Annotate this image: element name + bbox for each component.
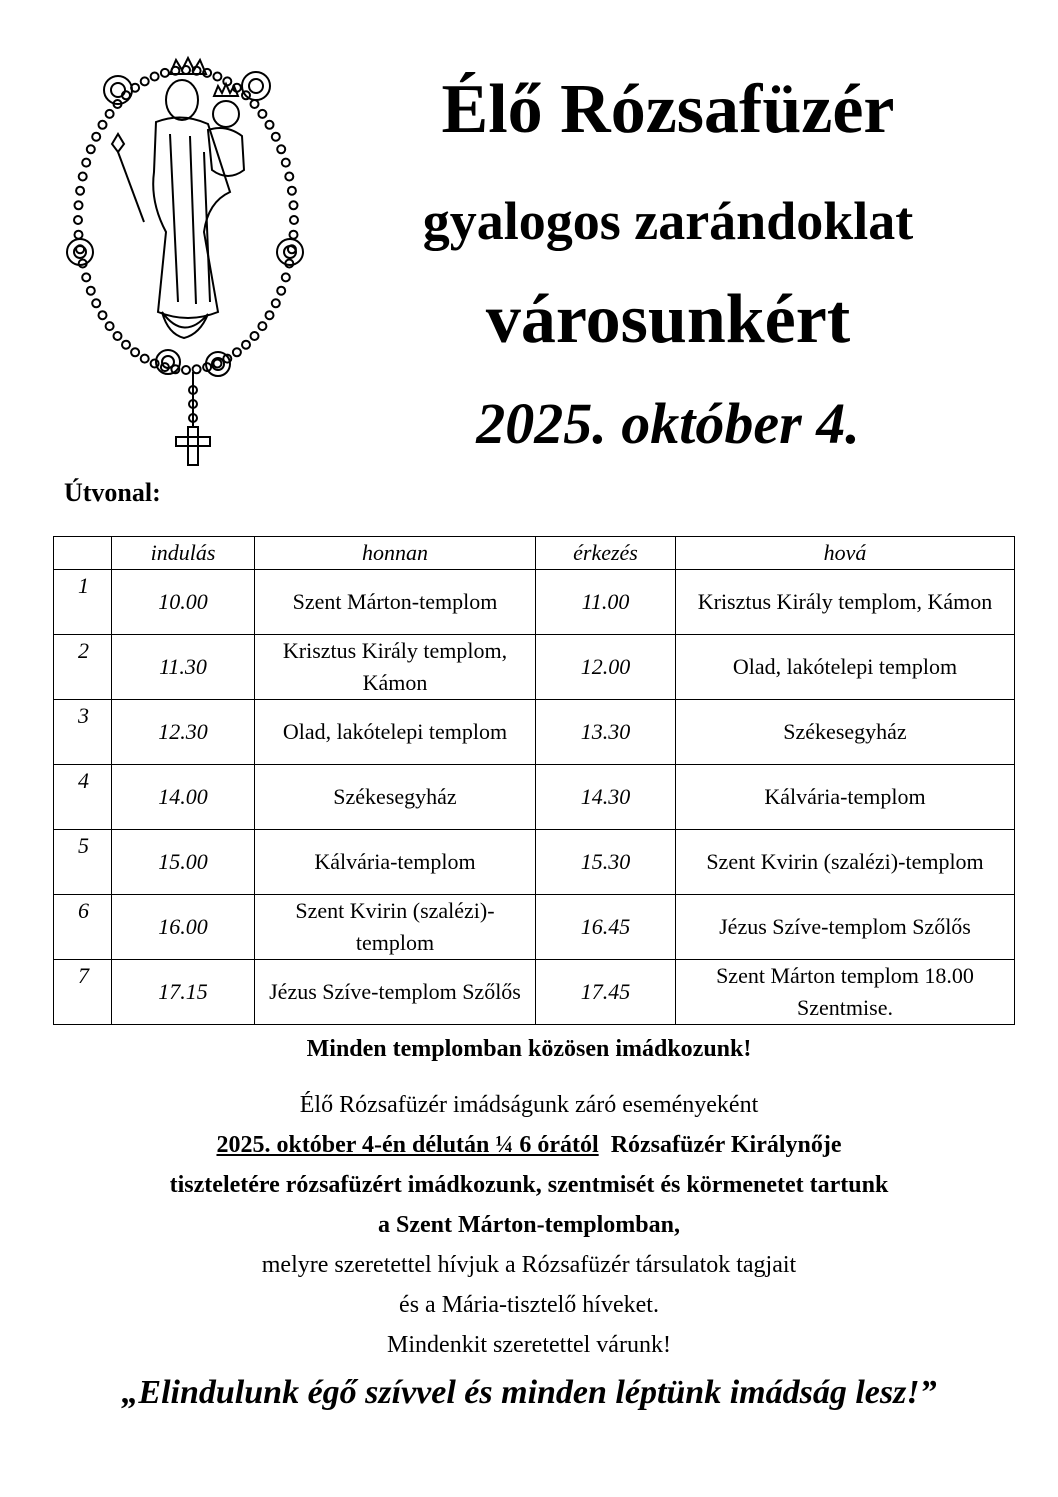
to-location: Székesegyház <box>676 700 1015 765</box>
title-subtitle: gyalogos zarándoklat <box>422 191 914 251</box>
to-location: Olad, lakótelepi templom <box>676 635 1015 700</box>
event-date: 2025. október 4. <box>476 391 860 456</box>
table-row <box>54 830 1015 895</box>
madonna-rosary-emblem-icon <box>58 52 314 472</box>
row-number: 5 <box>54 830 112 895</box>
arrival-time: 11.00 <box>536 570 676 635</box>
title-dedication: városunkért <box>485 281 851 358</box>
departure-time: 11.30 <box>112 635 255 700</box>
table-row <box>54 700 1015 765</box>
from-location: Kálvária-templom <box>255 830 536 895</box>
departure-time: 16.00 <box>112 895 255 960</box>
row-number: 3 <box>54 700 112 765</box>
departure-time: 15.00 <box>112 830 255 895</box>
header-from: honnan <box>255 537 536 570</box>
arrival-time: 16.45 <box>536 895 676 960</box>
row-number: 6 <box>54 895 112 960</box>
to-location: Kálvária-templom <box>676 765 1015 830</box>
closing-line-6: és a Mária-tisztelő híveket. <box>399 1292 659 1318</box>
header-arrival: érkezés <box>536 537 676 570</box>
departure-time: 12.30 <box>112 700 255 765</box>
departure-time: 14.00 <box>112 765 255 830</box>
from-location: Székesegyház <box>255 765 536 830</box>
closing-line-1: Élő Rózsafüzér imádságunk záró eseményeként <box>299 1092 759 1118</box>
from-location: Szent Kvirin (szalézi)-templom <box>255 895 536 960</box>
arrival-time: 14.30 <box>536 765 676 830</box>
arrival-time: 15.30 <box>536 830 676 895</box>
table-row <box>54 570 1015 635</box>
table-row <box>54 635 1015 700</box>
header-number <box>54 537 112 570</box>
to-location: Szent Márton templom 18.00 Szentmise. <box>676 960 1015 1025</box>
departure-time: 10.00 <box>112 570 255 635</box>
table-row <box>54 765 1015 830</box>
row-number: 1 <box>54 570 112 635</box>
departure-time: 17.15 <box>112 960 255 1025</box>
closing-line-2 <box>0 1132 1058 1159</box>
route-table <box>53 536 1015 1025</box>
arrival-time: 13.30 <box>536 700 676 765</box>
motto: „Elindulunk égő szívvel és minden léptünk imádság lesz!” <box>121 1374 937 1411</box>
closing-date: 2025. október 4-én délután ¼ 6 órától <box>216 1132 599 1158</box>
header-to: hová <box>676 537 1015 570</box>
arrival-time: 12.00 <box>536 635 676 700</box>
table-row <box>54 895 1015 960</box>
prayer-note: Minden templomban közösen imádkozunk! <box>306 1036 752 1062</box>
route-heading: Útvonal: <box>64 478 161 507</box>
closing-line-3: tiszteletére rózsafüzért imádkozunk, szentmisét és körmenetet tartunk <box>169 1172 889 1198</box>
arrival-time: 17.45 <box>536 960 676 1025</box>
from-location: Szent Márton-templom <box>255 570 536 635</box>
row-number: 2 <box>54 635 112 700</box>
to-location: Jézus Szíve-templom Szőlős <box>676 895 1015 960</box>
from-location: Jézus Szíve-templom Szőlős <box>255 960 536 1025</box>
from-location: Krisztus Király templom, Kámon <box>255 635 536 700</box>
row-number: 4 <box>54 765 112 830</box>
table-row <box>54 960 1015 1025</box>
closing-line-5: melyre szeretettel hívjuk a Rózsafüzér társulatok tagjait <box>261 1252 797 1278</box>
title-main: Élő Rózsafüzér <box>441 71 895 148</box>
table-header-row <box>54 537 1015 570</box>
header-departure: indulás <box>112 537 255 570</box>
to-location: Krisztus Király templom, Kámon <box>676 570 1015 635</box>
closing-line-7: Mindenkit szeretettel várunk! <box>387 1332 671 1358</box>
closing-line-4: a Szent Márton-templomban, <box>378 1212 680 1238</box>
to-location: Szent Kvirin (szalézi)-templom <box>676 830 1015 895</box>
from-location: Olad, lakótelepi templom <box>255 700 536 765</box>
row-number: 7 <box>54 960 112 1025</box>
closing-honoree: Rózsafüzér Királynője <box>610 1132 842 1158</box>
